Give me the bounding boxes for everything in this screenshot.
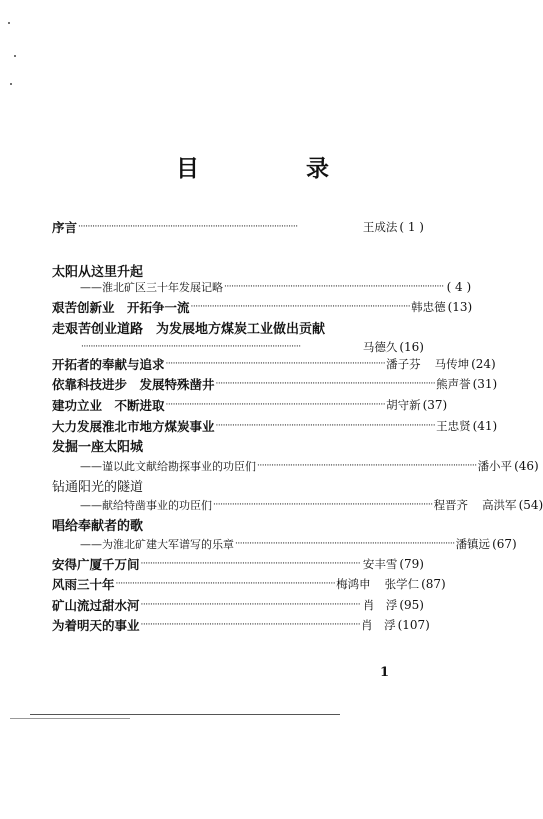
entry-label: ——献给特凿事业的功臣们 (80, 499, 212, 512)
entry-author: 张学仁 (384, 577, 420, 591)
toc-entry[interactable] (52, 395, 448, 415)
entry-author: 王忠贤 (436, 419, 471, 433)
entry-author: 熊声誉 (436, 377, 471, 391)
toc-entry[interactable] (52, 554, 424, 574)
entry-label: ——为淮北矿建大军谱写的乐章 (80, 538, 234, 551)
leader-dots: ····························································································· (215, 379, 436, 389)
entry-author: 肖 浮 (361, 618, 396, 632)
section-heading-fajue[interactable]: 发掘一座太阳城 (52, 440, 144, 455)
page-number: 1 (380, 665, 390, 680)
leader-dots: ····························································································· (190, 302, 411, 312)
entry-label: 建功立业 不断进取 (52, 398, 165, 413)
entry-author: 肖 浮 (362, 598, 398, 612)
toc-entry-subtitle[interactable] (80, 277, 472, 297)
entry-author: 安丰雪 (362, 557, 398, 571)
toc-entry-subtitle[interactable] (80, 534, 517, 554)
entry-page: (37) (422, 398, 448, 412)
leader-dots: ····························································································· (213, 500, 433, 510)
leader-dots: ····························································································· (165, 359, 386, 369)
entry-label: 安得广厦千万间 (52, 557, 140, 572)
toc-entry[interactable] (52, 574, 446, 594)
entry-page: (107) (397, 618, 430, 632)
entry-coauthor: 潘子芬 (386, 357, 421, 371)
section-heading-changgei[interactable]: 唱给奉献者的歌 (52, 519, 144, 534)
entry-coauthor: 梅鸿申 (336, 577, 371, 591)
entry-page: (16) (399, 340, 424, 354)
leader-dots: ····························································································· (140, 559, 361, 569)
entry-page: (13) (447, 300, 473, 314)
section-heading-taiyang[interactable]: 太阳从这里升起 (52, 265, 144, 280)
entry-page: ( 4 ) (446, 280, 472, 294)
entry-page: (54) (518, 498, 543, 512)
entry-author: 潘镇远 (455, 537, 491, 551)
entry-author: 胡守新 (386, 398, 421, 412)
leader-dots: ····························································································· (140, 600, 361, 610)
entry-page: ( 1 ) (399, 220, 424, 234)
toc-entry[interactable] (52, 297, 473, 317)
toc-entry[interactable] (52, 615, 430, 635)
entry-label: 依靠科技进步 发展特殊凿井 (52, 377, 215, 392)
entry-page: (24) (471, 357, 496, 371)
scan-speck (10, 83, 12, 85)
toc-entry-subtitle[interactable] (80, 495, 543, 515)
entry-page: (87) (421, 577, 446, 591)
scan-speck (8, 22, 10, 24)
toc-entry[interactable] (52, 595, 424, 615)
leader-dots: ····························································································· (257, 461, 477, 471)
entry-label: 矿山流过甜水河 (52, 598, 140, 613)
entry-label: 开拓者的奉献与追求 (52, 357, 165, 372)
scan-edge-line (10, 718, 130, 719)
leader-dots: ····························································································· (235, 539, 455, 549)
entry-author: 潘小平 (477, 459, 513, 473)
toc-entry[interactable] (52, 374, 498, 394)
toc-title: 目 录 (176, 155, 371, 182)
toc-entry-subtitle[interactable] (80, 456, 539, 476)
entry-label: 大力发展淮北市地方煤炭事业 (52, 419, 215, 434)
leader-dots: ····························································································· (224, 282, 444, 292)
toc-entry[interactable] (52, 416, 498, 436)
leader-dots: ····························································································· (215, 421, 436, 431)
entry-label: ——淮北矿区三十年发展记略 (80, 281, 223, 294)
leader-dots: ····························································································· (78, 222, 298, 232)
section-heading-zuantong[interactable]: 钻通阳光的隧道 (52, 480, 144, 495)
entry-label: 风雨三十年 (52, 577, 115, 592)
section-heading-zoujianku[interactable]: 走艰苦创业道路 为发展地方煤炭工业做出贡献 (52, 322, 326, 337)
scan-speck (14, 55, 16, 57)
leader-dots: ····························································································· (165, 400, 386, 410)
entry-author: 韩忠德 (411, 300, 446, 314)
entry-label: 为着明天的事业 (52, 618, 140, 633)
toc-entry-preface[interactable] (52, 217, 424, 237)
entry-page: (67) (492, 537, 517, 551)
entry-author: 马传坤 (434, 357, 470, 371)
entry-page: (31) (472, 377, 498, 391)
leader-dots: ····························································································· (140, 620, 361, 630)
scan-edge-line (30, 714, 340, 715)
entry-page: (46) (514, 459, 539, 473)
entry-author: 王成法 (362, 220, 398, 234)
entry-label: 艰苦创新业 开拓争一流 (52, 300, 190, 315)
entry-label: 序言 (52, 220, 78, 235)
entry-page: (79) (399, 557, 424, 571)
entry-author: 马德久 (362, 340, 398, 354)
entry-author: 高洪军 (482, 498, 517, 512)
leader-dots: ····························································································· (81, 342, 301, 352)
toc-entry[interactable] (52, 354, 496, 374)
entry-page: (41) (472, 419, 498, 433)
entry-label: ——谨以此文献给勘探事业的功臣们 (80, 460, 256, 473)
entry-page: (95) (399, 598, 424, 612)
leader-dots: ····························································································· (115, 579, 336, 589)
entry-coauthor: 程晋齐 (433, 498, 469, 512)
